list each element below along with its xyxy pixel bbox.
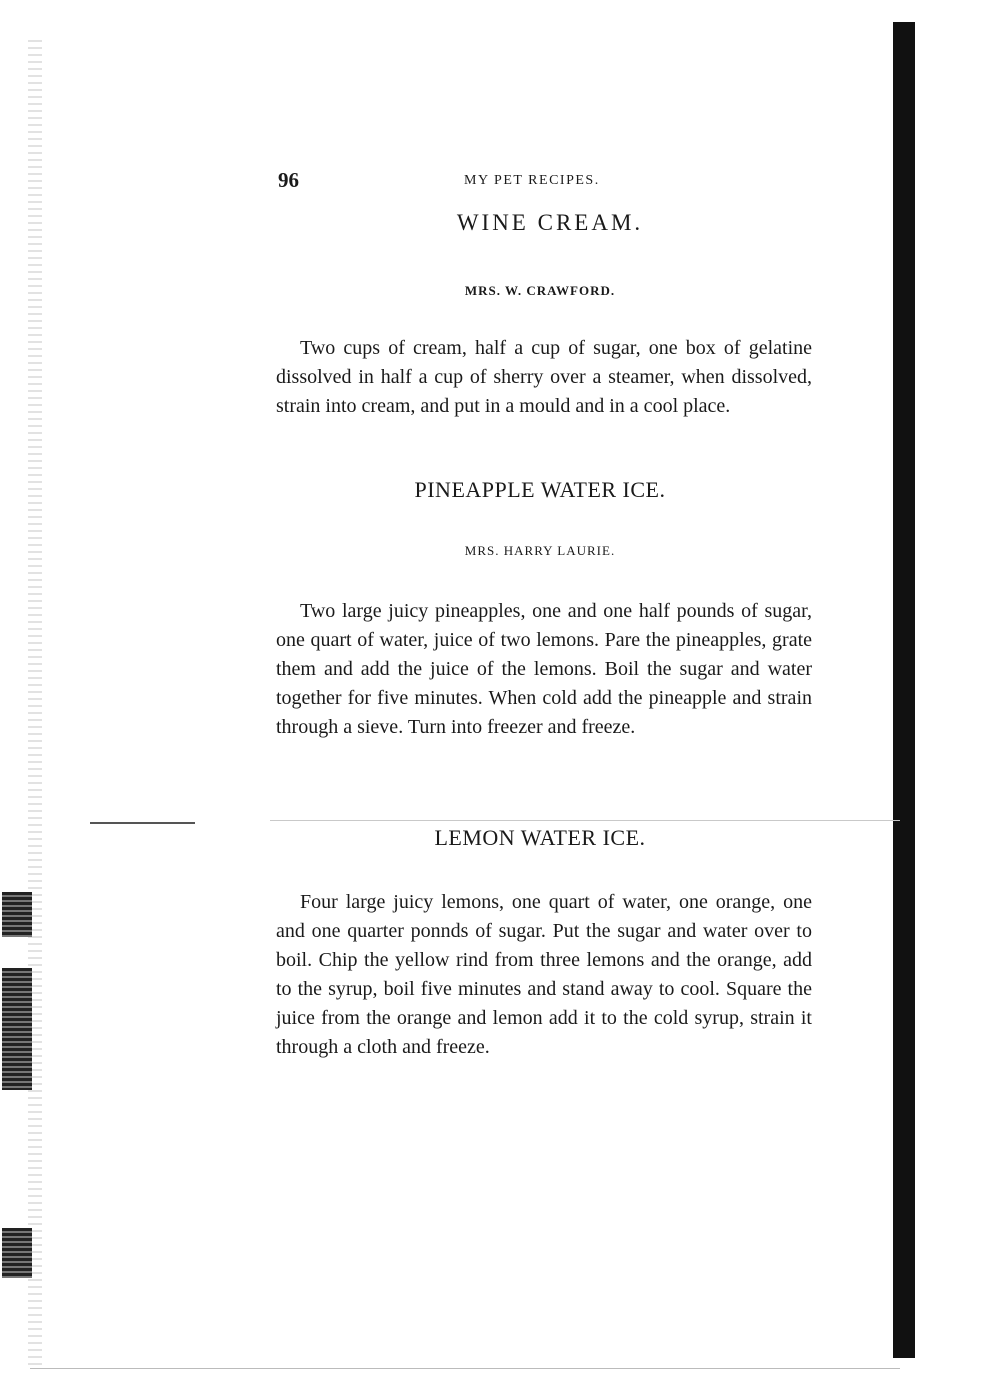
scan-artifact [2,1228,32,1278]
scan-artifact [2,892,32,937]
recipe-title-lemon-water-ice: LEMON WATER ICE. [434,825,646,850]
running-head [278,168,818,196]
recipe-text-pineapple-water-ice: Two large juicy pineapples, one and one half pounds of sugar, one quart of water, juice of two lemons. Pare the pineapples, grate them and add the juice of the lemons. Boil the sugar and water together for five minutes. When cold add the pineapple and strain through a sieve. Turn into freezer and freeze. [276,600,812,738]
recipe-text-wine-cream: Two cups of cream, half a cup of sugar, one box of gelatine dissolved in half a cup of sherry over a steamer, when dissolved, strain into cream, and put in a mould and in a cool place. [276,337,812,417]
page-bottom-edge [30,1368,900,1369]
recipe-title-pineapple-water-ice: PINEAPPLE WATER ICE. [414,477,666,502]
page-number: 96 [278,168,299,192]
recipe-author-pineapple-water-ice: MRS. HARRY LAURIE. [464,543,616,558]
recipe-text-lemon-water-ice: Four large juicy lemons, one quart of water, one orange, one and one quarter ponnds of sugar. Put the sugar and water over to boil. Chip the yellow rind from three lemons and the orange, add to the syrup, boil five minutes and stand away to cool. Square the juice from the orange and lemon add it to the cold syrup, strain it through a cloth and freeze. [276,891,812,1058]
scan-mark [90,822,195,824]
running-title: MY PET RECIPES. [464,173,600,188]
recipe-author-wine-cream: MRS. W. CRAWFORD. [464,283,616,298]
scan-edge-noise [28,40,42,1370]
scan-fold-line [270,820,900,821]
scan-artifact [2,968,32,1090]
book-spine-shadow [893,22,915,1358]
recipe-title-wine-cream: WINE CREAM. [456,210,644,235]
